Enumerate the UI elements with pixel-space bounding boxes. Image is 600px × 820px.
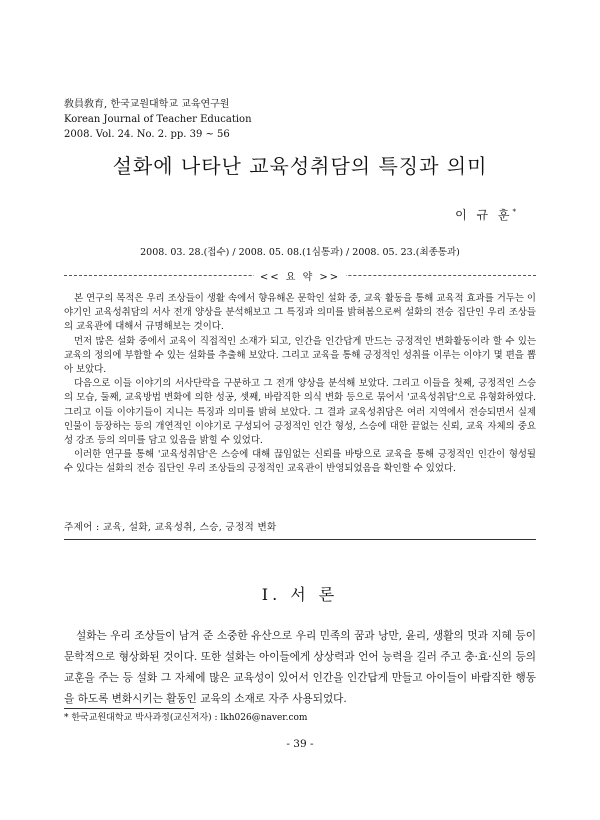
journal-header [64,97,252,142]
keywords-divider [64,539,536,541]
abstract-paragraph: 먼저 많은 설화 중에서 교육이 직접적인 소재가 되고, 인간을 인간답게 만드는 긍정적인 변화활동이라 할 수 있는 교육의 정의에 부합할 수 있는 설화를 추출해 보았다. 그리고 교육을 통해 긍정적인 성취를 이루는 이야기 몇 편을 뽑아 보았다. [64,335,536,376]
abstract-heading-label: << 요 약 >> [254,272,346,283]
journal-english-name: Korean Journal of Teacher Education [64,114,252,125]
author-name: 이 규 훈 [455,208,513,222]
body-paragraph: 설화는 우리 조상들이 남겨 준 소중한 유산으로 우리 민족의 꿈과 낭만, 윤리, 생활의 멋과 지혜 등이 문학적으로 형상화된 것이다. 또한 설화는 아이들에게 상상력과 언어 능력을 길러 주고 충·효·신의 등의 교훈을 주는 등 설화 그 자체에 많은 교육성이 있어서 인간을 인간답게 만들고 아이들이 바람직한 행동을 하도록 변화시키는 활동인 교육의 소재로 자주 사용되었다. [64,630,536,705]
journal-name: 敎員敎育, 한국교원대학교 교육연구원 [64,99,230,110]
author [455,206,516,223]
page-number: - 39 - [286,738,314,750]
abstract [64,292,536,477]
author-footnote-mark: * [512,208,516,216]
journal-volume-info: 2008. Vol. 24. No. 2. pp. 39 ~ 56 [64,129,230,140]
abstract-heading [0,268,600,283]
abstract-paragraph: 본 연구의 목적은 우리 조상들이 생활 속에서 향유해온 문학인 설화 중, 교육 활동을 통해 교육적 효과를 거두는 이야기인 교육성취담의 서사 전개 양상을 분석해보고 그 특징과 의미를 밝혀봄으로써 설화의 전승 집단인 우리 조상들의 교육관에 대해서 규명해보는 것이다. [64,293,536,333]
section-title: Ⅰ. 서 론 [261,585,339,604]
abstract-paragraph: 다음으로 이들 이야기의 서사단락을 구분하고 그 전개 양상을 분석해 보았다. 그리고 이들을 첫째, 긍정적인 스승의 모습, 둘째, 교육방법 변화에 의한 성공, 셋째, 바람직한 의식 변화 등으로 묶어서 '교육성취담'으로 유형화하였다. 그리고 이들 이야기들이 지니는 특징과 의미를 밝혀 보았다. 그 결과 교육성취담은 여러 지역에서 전승되면서 실제 인물이 등장하는 등의 개연적인 이야기로 구성되어 긍정적인 인간 형성, 스승에 대한 끝없는 신뢰, 교육 자체의 중요성 강조 등의 의미를 담고 있음을 밝힐 수 있었다. [64,378,536,447]
section-body [64,626,536,710]
submission-dates: 2008. 03. 28.(접수) / 2008. 05. 08.(1심통과) / 2008. 05. 23.(최종통과) [140,247,460,258]
abstract-paragraph: 이러한 연구를 통해 '교육성취담'은 스승에 대해 끊임없는 신뢰를 바탕으로 교육을 통해 긍정적인 인간이 형성될 수 있다는 설화의 전승 집단인 우리 조상들의 긍정적인 교육관이 반영되었음을 확인할 수 있었다. [64,449,536,475]
footnote: * 한국교원대학교 박사과정(교신저자) : lkh026@naver.com [64,713,308,723]
paper-title: 설화에 나타난 교육성취담의 특징과 의미 [112,154,488,178]
keywords: 주제어 : 교육, 설화, 교육성취, 스승, 긍정적 변화 [64,522,277,533]
